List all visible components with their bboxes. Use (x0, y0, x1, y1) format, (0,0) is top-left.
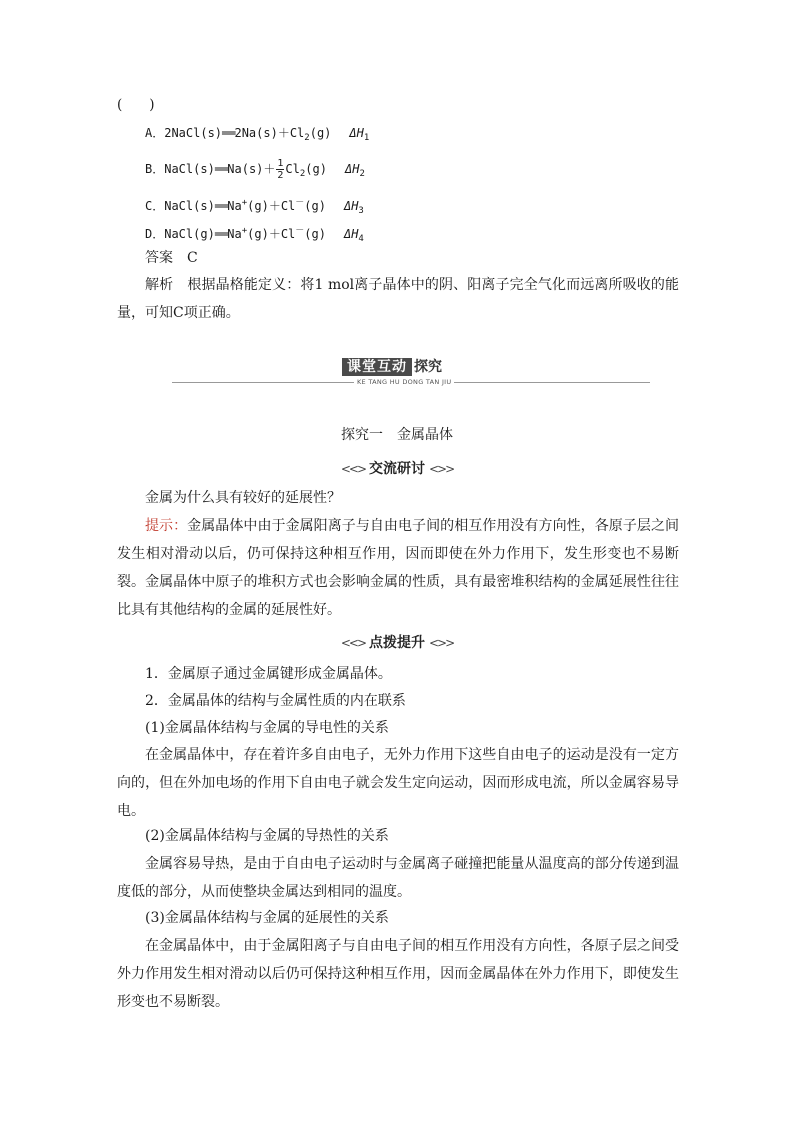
right-chevrons-icon: <>> (429, 462, 454, 476)
exchange-heading (0, 458, 794, 478)
option-d[interactable] (145, 222, 364, 248)
reactant: NaCl(s) (164, 199, 215, 213)
analysis-paragraph: 解析 根据晶格能定义：将1 mol离子晶体中的阴、阳离子完全气化而远离所吸收的能量，可知C项正确。 (117, 277, 679, 321)
enthalpy-symbol (343, 227, 364, 244)
equals-sign: ══ (214, 162, 228, 176)
left-chevrons-icon: <<> (340, 462, 365, 476)
points-heading (0, 632, 794, 652)
superscript: － (295, 198, 305, 208)
sub-point-3-title: (3)金属晶体结构与金属的延展性的关系 (145, 910, 389, 926)
superscript: + (241, 226, 248, 236)
delta-h: ΔH (343, 227, 359, 241)
banner-pinyin: KE TANG HU DONG TAN JIU (354, 378, 454, 386)
left-chevrons-icon: <<> (340, 636, 365, 650)
delta-h: ΔH (344, 162, 360, 176)
sub-point-1-text: 在金属晶体中，存在着许多自由电子，无外力作用下这些自由电子的运动是没有一定方向的，但在外加电场的作用下自由电子就会发生定向运动，因而形成电流，所以金属容易导电。 (117, 747, 679, 819)
enthalpy-symbol (349, 126, 370, 143)
equals-sign: ══ (214, 227, 228, 241)
question-bracket: ( ) (117, 97, 155, 113)
reactant: 2NaCl(s) (164, 126, 223, 140)
point-2: 2．金属晶体的结构与金属性质的内在联系 (145, 693, 406, 709)
option-label: A． (145, 126, 165, 140)
banner-text: 探究 (414, 359, 442, 375)
section-title: 探究一 金属晶体 (341, 427, 453, 443)
delta-h: ΔH (349, 126, 364, 140)
subscript: 2 (304, 133, 310, 143)
dh-subscript: 3 (358, 206, 364, 216)
enthalpy-symbol (343, 199, 364, 216)
fraction-denominator: 2 (277, 170, 284, 181)
equals-sign: ══ (214, 199, 228, 213)
fraction-numerator: 1 (277, 158, 284, 169)
product: 2Na(s)＋Cl (234, 126, 305, 140)
option-b[interactable] (145, 158, 365, 183)
option-label: D． (145, 227, 165, 241)
hint-paragraph (117, 512, 679, 624)
dh-subscript: 2 (359, 169, 365, 179)
product-state: (g) (309, 126, 332, 140)
banner-box: 课堂互动 (342, 358, 412, 376)
hint-label: 提示： (145, 518, 188, 534)
sub-point-3-text: 在金属晶体中，由于金属阳离子与自由电子间的相互作用没有方向性，各原子层之间受外力作用发生相对滑动以后仍可保持这种相互作用，因而金属晶体在外力作用下，即使发生形变也不易断裂。 (117, 938, 679, 1010)
section-banner (172, 356, 650, 386)
point-1: 1．金属原子通过金属键形成金属晶体。 (145, 666, 392, 682)
dh-subscript: 4 (358, 234, 364, 244)
hint-text: 金属晶体中由于金属阳离子与自由电子间的相互作用没有方向性，各原子层之间发生相对滑动以后，仍可保持这种相互作用，因而即使在外力作用下，发生形变也不易断裂。金属晶体中原子的堆积方式也会影响金属的性质，具有最密堆积结构的金属延展性往往比具有其他结构的金属的延展性好。 (117, 518, 680, 618)
product: (g)＋Cl (247, 227, 296, 241)
enthalpy-symbol (344, 162, 365, 179)
product: Na (227, 227, 242, 241)
reactant: NaCl(g) (164, 227, 215, 241)
delta-h: ΔH (343, 199, 359, 213)
product: (g)＋Cl (247, 199, 296, 213)
superscript: + (241, 198, 248, 208)
reactant: NaCl(s) (164, 162, 215, 176)
exchange-heading-text: 交流研讨 (369, 461, 425, 477)
option-label: C． (145, 199, 165, 213)
product-state: (g) (304, 199, 326, 213)
equals-sign: ══ (222, 126, 235, 140)
product: Cl (285, 162, 300, 176)
product: Na (227, 199, 242, 213)
sub-point-1-title: (1)金属晶体结构与金属的导电性的关系 (145, 720, 389, 736)
question-text: 金属为什么具有较好的延展性？ (145, 490, 341, 506)
fraction (276, 158, 284, 181)
product-state: (g) (304, 227, 326, 241)
product-state: (g) (305, 162, 327, 176)
subscript: 2 (299, 169, 306, 179)
product: Na(s)＋ (227, 162, 276, 176)
option-a[interactable] (145, 124, 369, 147)
dh-subscript: 1 (363, 133, 370, 143)
answer: 答案 C (145, 250, 198, 266)
superscript: － (295, 226, 305, 236)
right-chevrons-icon: <>> (429, 636, 454, 650)
option-label: B． (145, 162, 165, 176)
sub-point-2-text: 金属容易导热，是由于自由电子运动时与金属离子碰撞把能量从温度高的部分传递到温度低的部分，从而使整块金属达到相同的温度。 (117, 856, 679, 900)
points-heading-text: 点拨提升 (369, 635, 425, 651)
sub-point-2-title: (2)金属晶体结构与金属的导热性的关系 (145, 828, 389, 844)
option-c[interactable] (145, 194, 364, 220)
